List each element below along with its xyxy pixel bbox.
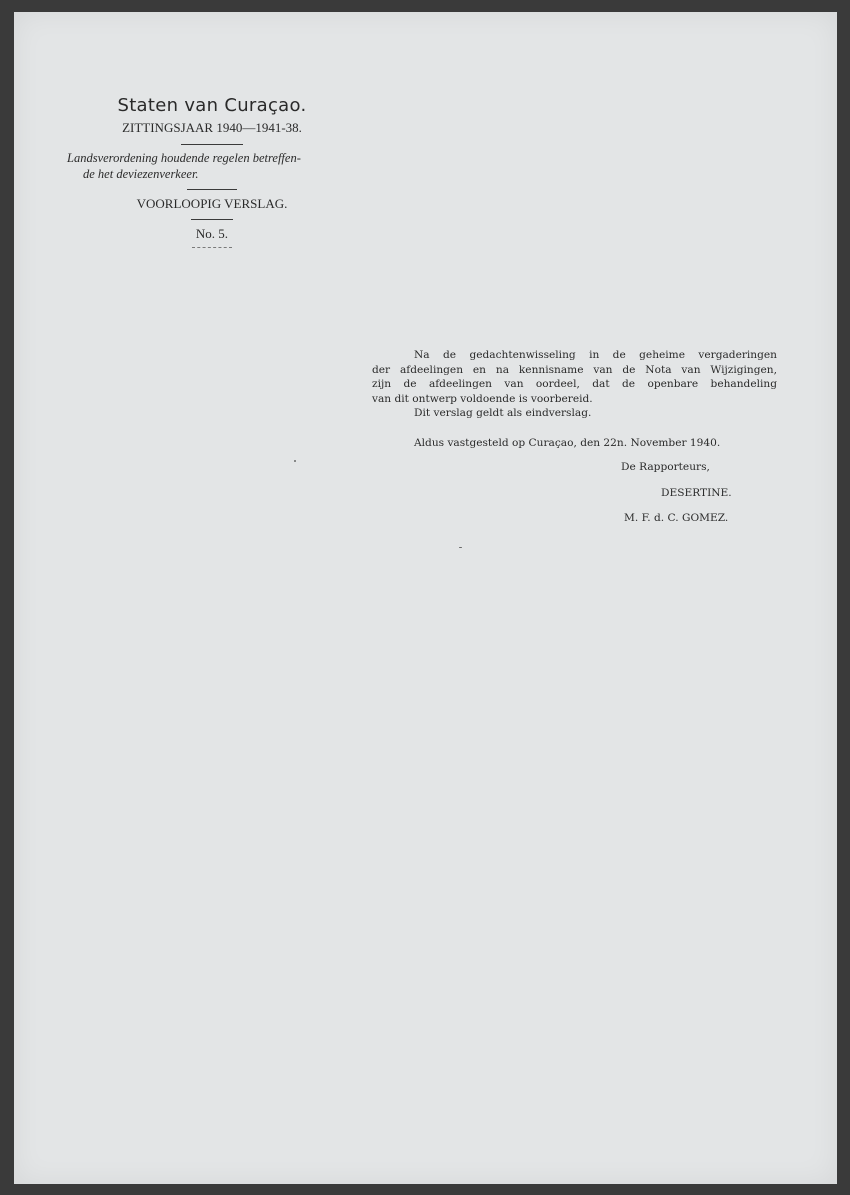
divider xyxy=(191,219,233,220)
main-paragraph xyxy=(372,348,777,421)
signatory-gomez: M. F. d. C. GOMEZ. xyxy=(624,512,729,524)
document-header xyxy=(62,94,362,248)
divider xyxy=(187,189,237,190)
subject-line-1: Landsverordening houdende regelen betreffen- xyxy=(67,151,301,165)
document-number: No. 5. xyxy=(195,226,229,241)
rapporteurs-label: De Rapporteurs, xyxy=(621,461,710,473)
document-page xyxy=(14,12,837,1184)
final-note: Dit verslag geldt als eindverslag. xyxy=(414,407,592,419)
signatory-desertine: DESERTINE. xyxy=(661,486,732,499)
subject xyxy=(62,150,362,182)
adoption-statement: Aldus vastgesteld op Curaçao, den 22n. November 1940. xyxy=(414,436,721,449)
paragraph-line: der afdeelingen en na kennisname van de Nota van Wijzigingen, xyxy=(372,363,777,376)
divider xyxy=(181,144,243,145)
paper-speck xyxy=(459,547,462,548)
report-body xyxy=(372,348,777,526)
divider xyxy=(192,247,232,248)
subject-line-2: de het deviezenverkeer. xyxy=(83,167,199,181)
paragraph-line: Na de gedachtenwisseling in de geheime vergaderingen xyxy=(414,349,777,361)
session-year: ZITTINGSJAAR 1940—1941-38. xyxy=(122,120,302,135)
paragraph-line: van dit ontwerp voldoende is voorbereid. xyxy=(372,392,593,405)
paragraph-line: zijn de afdeelingen van oordeel, dat de openbare behandeling xyxy=(372,378,777,390)
paper-speck xyxy=(294,460,296,462)
organization-title: Staten van Curaçao. xyxy=(117,95,307,116)
document-type: VOORLOOPIG VERSLAG. xyxy=(136,196,288,211)
